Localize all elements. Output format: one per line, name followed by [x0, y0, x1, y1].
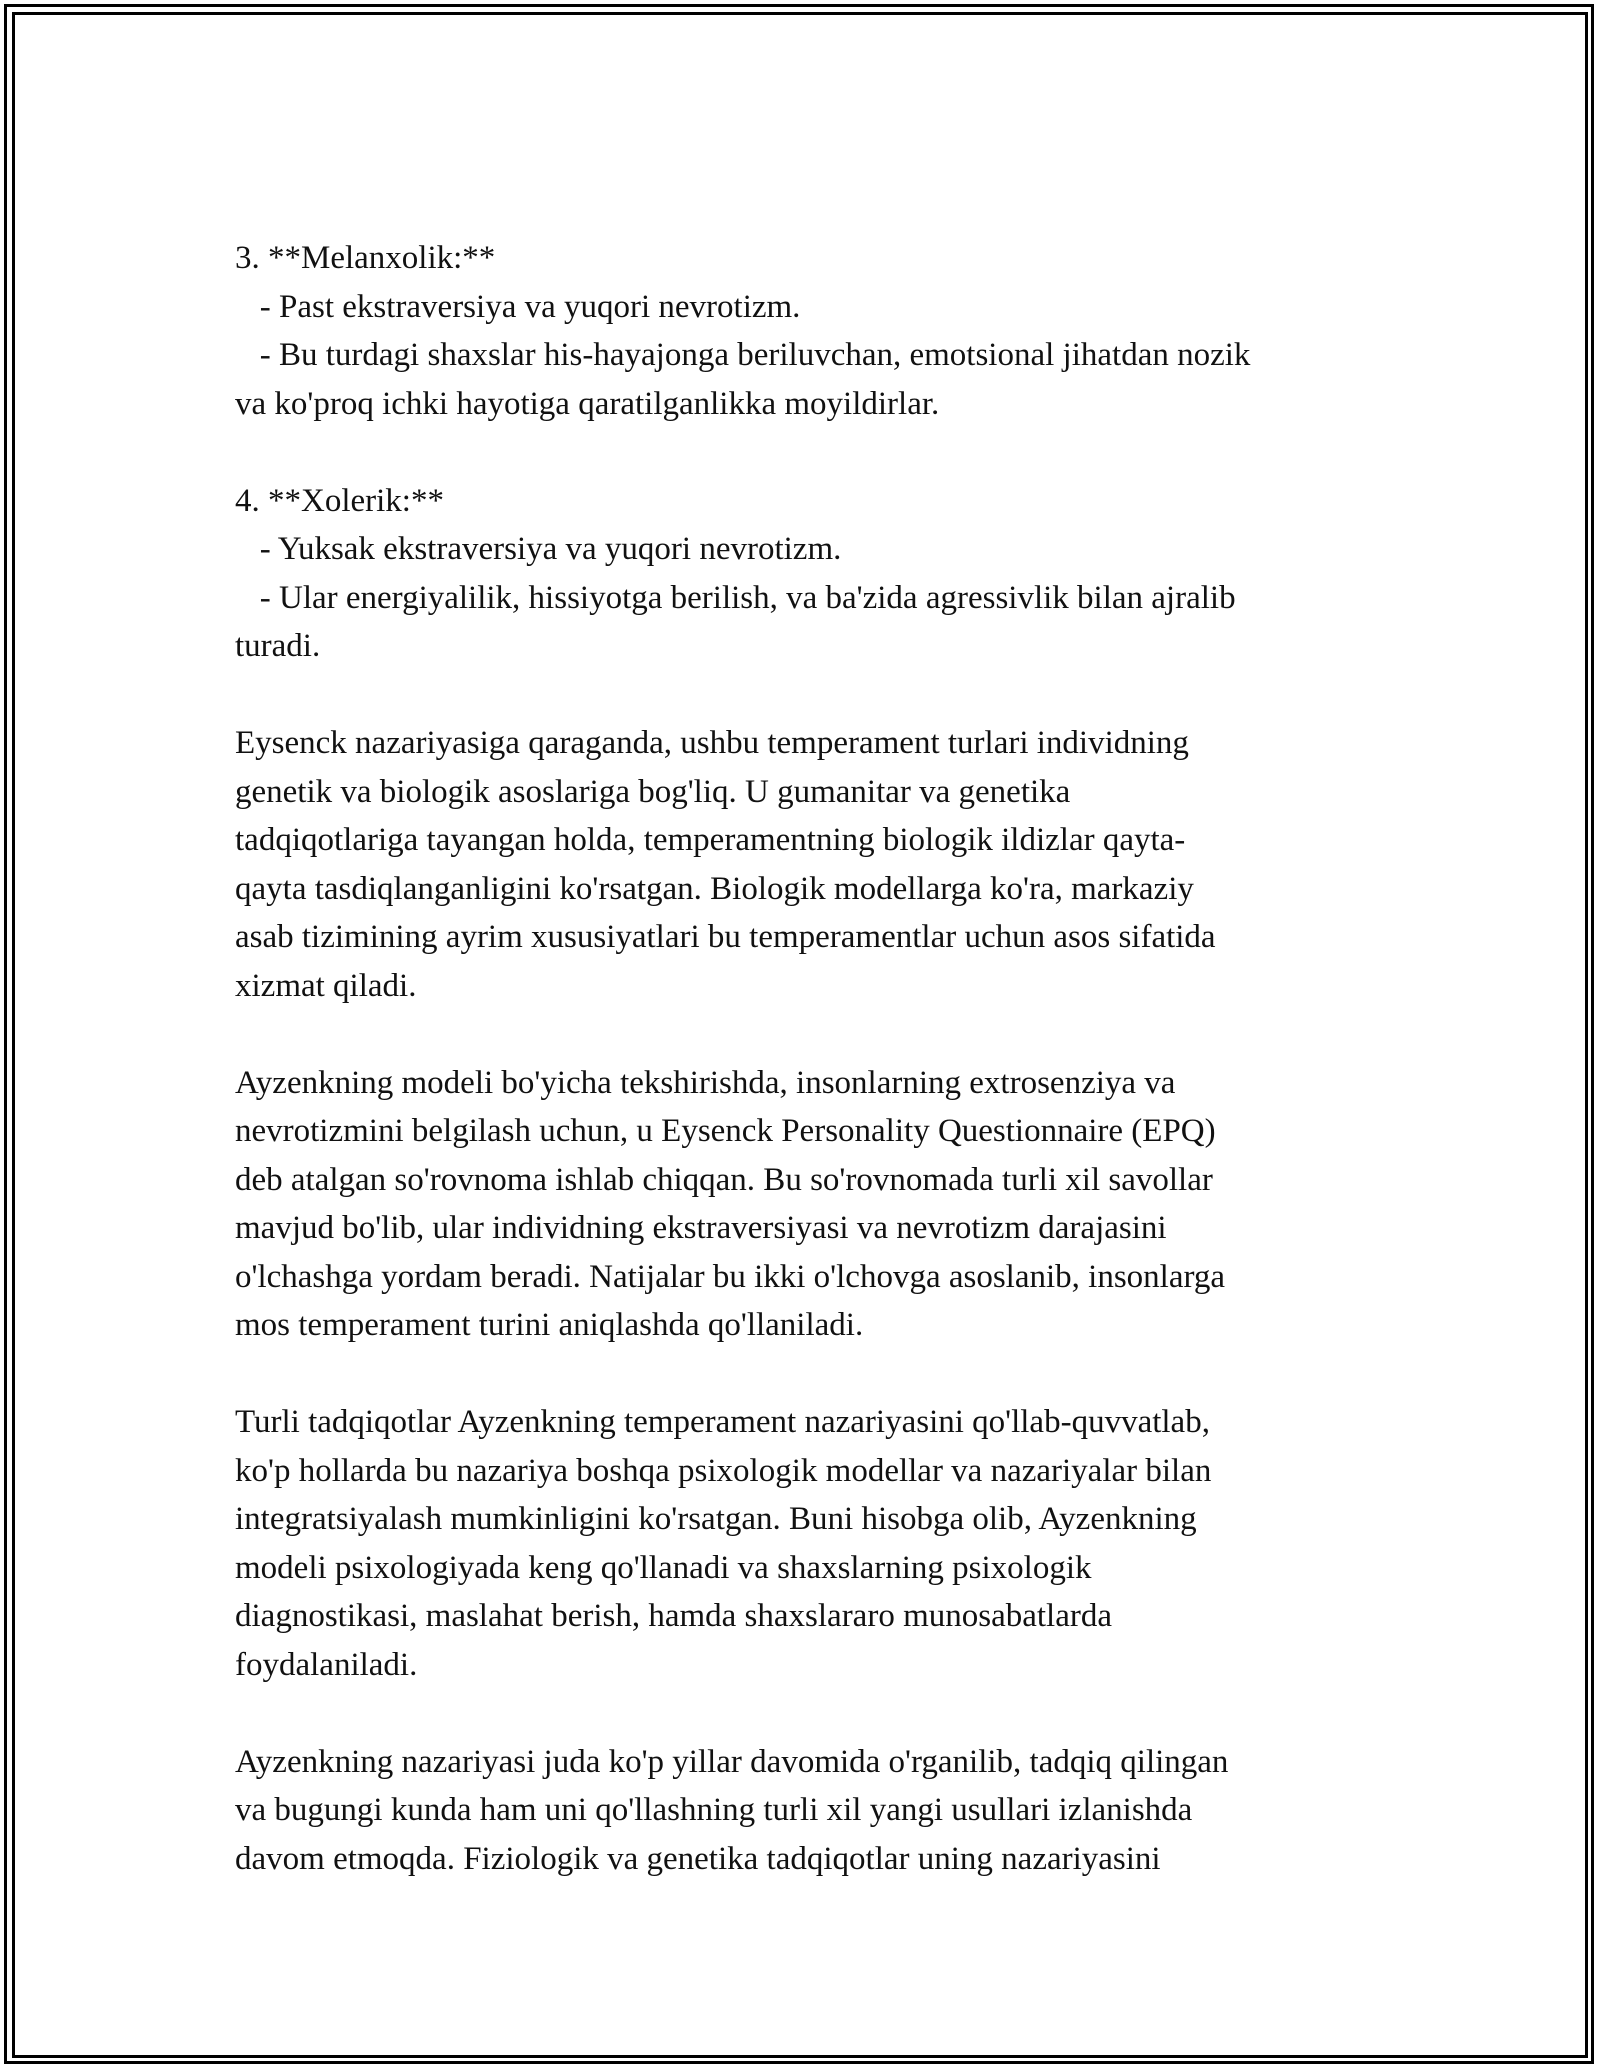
paragraph-epq [235, 1059, 1365, 1350]
paragraph-line: Ayzenkning nazariyasi juda ko'p yillar davomida o'rganilib, tadqiq qilingan [235, 1743, 1229, 1780]
paragraph-gap [235, 1010, 1365, 1059]
paragraph-line: xizmat qiladi. [235, 967, 417, 1004]
list-item-point: - Bu turdagi shaxslar his-hayajonga beriluvchan, emotsional jihatdan nozik [235, 337, 1251, 373]
paragraph-line: tadqiqotlariga tayangan holda, temperamentning biologik ildizlar qayta- [235, 822, 1186, 858]
paragraph-line: genetik va biologik asoslariga bog'liq. U gumanitar va genetika [235, 773, 1071, 810]
paragraph-line: o'lchashga yordam beradi. Natijalar bu ikki o'lchovga asoslanib, insonlarga [235, 1258, 1226, 1295]
paragraph-line: asab tizimining ayrim xususiyatlari bu temperamentlar uchun asos sifatida [235, 919, 1216, 955]
paragraph-line: ko'p hollarda bu nazariya boshqa psixologik modellar va nazariyalar bilan [235, 1452, 1212, 1489]
paragraph-gap [235, 428, 1365, 477]
paragraph-line: davom etmoqda. Fiziologik va genetika tadqiqotlar uning nazariyasini [235, 1840, 1161, 1877]
list-item-melanxolik [235, 234, 1365, 428]
paragraph-eysenck-theory [235, 719, 1365, 1010]
list-item-heading: 3. **Melanxolik:** [235, 240, 496, 276]
paragraph-line: diagnostikasi, maslahat berish, hamda shaxslararo munosabatlarda [235, 1598, 1112, 1634]
list-item-point-continued: va ko'proq ichki hayotiga qaratilganlikka moyildirlar. [235, 385, 940, 422]
paragraph-line: Ayzenkning modeli bo'yicha tekshirishda, insonlarning extrosenziya va [235, 1064, 1176, 1101]
paragraph-line: integratsiyalash mumkinligini ko'rsatgan. Buni hisobga olib, Ayzenkning [235, 1501, 1197, 1537]
paragraph-line: mavjud bo'lib, ular individning ekstraversiyasi va nevrotizm darajasini [235, 1210, 1167, 1246]
list-item-point: - Yuksak ekstraversiya va yuqori nevrotizm. [235, 531, 842, 567]
paragraph-line: deb atalgan so'rovnoma ishlab chiqqan. Bu so'rovnomada turli xil savollar [235, 1161, 1213, 1198]
paragraph-line: va bugungi kunda ham uni qo'llashning turli xil yangi usullari izlanishda [235, 1792, 1193, 1828]
paragraph-line: Eysenck nazariyasiga qaraganda, ushbu temperament turlari individning [235, 725, 1189, 761]
paragraph-gap [235, 1350, 1365, 1399]
paragraph-ongoing-study [235, 1738, 1365, 1884]
paragraph-research-support [235, 1398, 1365, 1689]
document-body [235, 234, 1365, 1883]
list-item-point: - Past ekstraversiya va yuqori nevrotizm. [235, 288, 801, 325]
paragraph-gap [235, 671, 1365, 720]
list-item-heading: 4. **Xolerik:** [235, 482, 444, 519]
list-item-xolerik [235, 477, 1365, 671]
paragraph-line: qayta tasdiqlanganligini ko'rsatgan. Biologik modellarga ko'ra, markaziy [235, 870, 1194, 907]
list-item-point: - Ular energiyalilik, hissiyotga berilish, va ba'zida agressivlik bilan ajralib [235, 579, 1236, 616]
list-item-point-continued: turadi. [235, 628, 321, 664]
paragraph-line: nevrotizmini belgilash uchun, u Eysenck Personality Questionnaire (EPQ) [235, 1113, 1216, 1149]
paragraph-line: modeli psixologiyada keng qo'llanadi va shaxslarning psixologik [235, 1549, 1092, 1586]
paragraph-line: mos temperament turini aniqlashda qo'llaniladi. [235, 1307, 864, 1343]
paragraph-line: foydalaniladi. [235, 1646, 418, 1683]
paragraph-line: Turli tadqiqotlar Ayzenkning temperament nazariyasini qo'llab-quvvatlab, [235, 1404, 1210, 1440]
paragraph-gap [235, 1689, 1365, 1738]
